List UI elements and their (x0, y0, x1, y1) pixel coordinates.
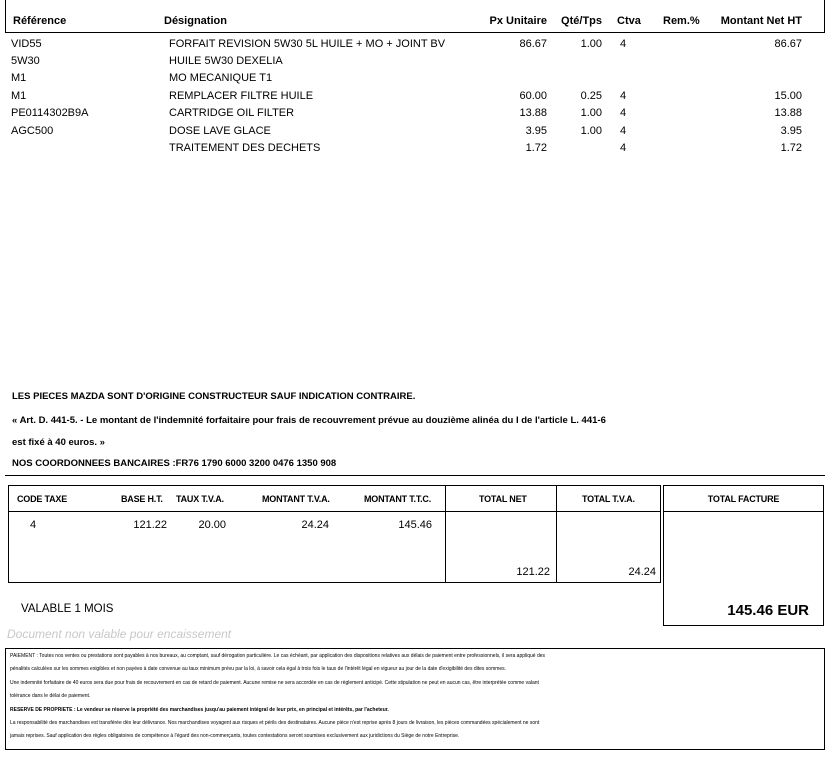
line-ctva: 4 (620, 142, 627, 154)
line-designation: REMPLACER FILTRE HUILE (169, 90, 314, 102)
th-code-taxe: CODE TAXE (17, 494, 68, 504)
line-px: 13.88 (519, 107, 547, 119)
th-total-tva: TOTAL T.V.A. (582, 494, 635, 504)
line-ctva: 4 (620, 90, 627, 102)
line-ref: M1 (11, 72, 27, 84)
total-header-rule (664, 511, 823, 512)
tax-divider (445, 486, 446, 582)
separator (5, 475, 825, 476)
line-designation: MO MECANIQUE T1 (169, 72, 273, 84)
origin-notice: LES PIECES MAZDA SONT D'ORIGINE CONSTRUCTEUR SAUF INDICATION CONTRAIRE. (12, 391, 416, 402)
th-taux-tva: TAUX T.V.A. (176, 494, 224, 504)
total-facture-value: 145.46 EUR (727, 602, 809, 619)
line-montant: 1.72 (780, 142, 802, 154)
th-montant-ttc: MONTANT T.T.C. (364, 494, 432, 504)
line-qte: 1.00 (580, 125, 602, 137)
total-net-value: 121.22 (516, 566, 550, 578)
condition-line: RESERVE DE PROPRIETE : Le vendeur se réserve la propriété des marchandises jusqu'au paiement intégral de leur prix, en principal et intérêts, par l'acheteur. (10, 706, 389, 713)
tax-montant-ttc: 145.46 (398, 519, 432, 531)
line-px: 86.67 (519, 38, 547, 50)
line-designation: CARTRIDGE OIL FILTER (169, 107, 295, 119)
line-montant: 15.00 (774, 90, 802, 102)
line-ref: PE0114302B9A (11, 107, 89, 119)
line-qte: 0.25 (580, 90, 602, 102)
total-tva-value: 24.24 (628, 566, 656, 578)
line-designation: DOSE LAVE GLACE (169, 125, 271, 137)
line-ref: AGC500 (11, 125, 54, 137)
tax-table (8, 485, 661, 583)
col-px-unitaire: Px Unitaire (489, 15, 547, 27)
line-montant: 13.88 (774, 107, 802, 119)
line-ref: M1 (11, 90, 27, 102)
th-montant-tva: MONTANT T.V.A. (262, 494, 330, 504)
tax-taux: 20.00 (198, 519, 226, 531)
validity: VALABLE 1 MOIS (21, 603, 114, 615)
total-facture-box (663, 485, 824, 626)
tax-divider (556, 486, 557, 582)
total-facture-label: TOTAL FACTURE (707, 494, 780, 504)
line-ctva: 4 (620, 38, 627, 50)
tax-code: 4 (30, 519, 37, 531)
tax-header-rule (9, 511, 660, 512)
col-designation: Désignation (164, 15, 227, 27)
line-ctva: 4 (620, 107, 627, 119)
line-ctva: 4 (620, 125, 627, 137)
line-designation: TRAITEMENT DES DECHETS (169, 142, 321, 154)
condition-line: Une indemnité forfaitaire de 40 euros sera due pour frais de recouvrement en cas de retard de paiement. Aucune remise ne sera accordée en cas de règlement anticipé. Cette stipulation ne peut en aucun cas, être interprétée comme valant (10, 679, 539, 686)
line-px: 60.00 (519, 90, 547, 102)
col-reference: Référence (13, 15, 67, 27)
bank-details: NOS COORDONNEES BANCAIRES :FR76 1790 6000 3200 0476 1350 908 (12, 458, 337, 469)
col-ctva: Ctva (617, 15, 641, 27)
line-qte: 1.00 (580, 38, 602, 50)
watermark-notice: Document non valable pour encaissement (7, 627, 232, 641)
line-ref: VID55 (11, 38, 42, 50)
condition-line: tolérance dans le délai de paiement. (10, 693, 91, 700)
tax-montant-tva: 24.24 (301, 519, 329, 531)
th-base-ht: BASE H.T. (121, 494, 163, 504)
condition-line: jamais reprises. Sauf application des règles obligatoires de compétence à l'égard des non-commerçants, toutes contestations seront soumises exclusivement aux juridictions du Siège de notre Entreprise. (10, 733, 460, 740)
line-px: 3.95 (525, 125, 547, 137)
line-designation: HUILE 5W30 DEXELIA (169, 55, 283, 67)
condition-line: PAIEMENT : Toutes nos ventes ou prestations sont payables à nos bureaux, au comptant, sauf dérogation particulière. Le cas échéant, par application des dispositions relatives aux délais de paiement entre professionnels, il sera appliqué des (10, 653, 546, 659)
line-montant: 86.67 (774, 38, 802, 50)
line-ref: 5W30 (11, 55, 40, 67)
line-px: 1.72 (525, 142, 547, 154)
col-qte: Qté/Tps (561, 15, 602, 27)
line-montant: 3.95 (780, 125, 802, 137)
condition-line: pénalités calculées sur les sommes exigibles et non payées à date convenue au taux minimum prévu par la loi, à savoir cela égal à trois fois le taux de l'intérêt légal en vigueur au jour de la date d'exigibilité des dites sommes. (10, 666, 507, 673)
art-notice-1: « Art. D. 441-5. - Le montant de l'indemnité forfaitaire pour frais de recouvrement prévue au douzième alinéa du I de l'article L. 441-6 (12, 415, 606, 426)
line-qte: 1.00 (580, 107, 602, 119)
art-notice-2: est fixé à 40 euros. » (12, 437, 105, 448)
line-designation: FORFAIT REVISION 5W30 5L HUILE + MO + JOINT BV (169, 38, 446, 50)
tax-base-ht: 121.22 (133, 519, 167, 531)
col-rem: Rem.% (663, 15, 700, 27)
conditions-box (5, 648, 825, 750)
th-total-net: TOTAL NET (479, 494, 527, 504)
col-montant: Montant Net HT (720, 15, 802, 27)
condition-line: La responsabilité des marchandises est transférée dès leur délivrance. Nos marchandises voyagent aux risques et périls des destinataires. Aucune pièce n'est reprise après 8 jours de livraison, les pièces commandées spécialement ne sont (10, 720, 540, 727)
